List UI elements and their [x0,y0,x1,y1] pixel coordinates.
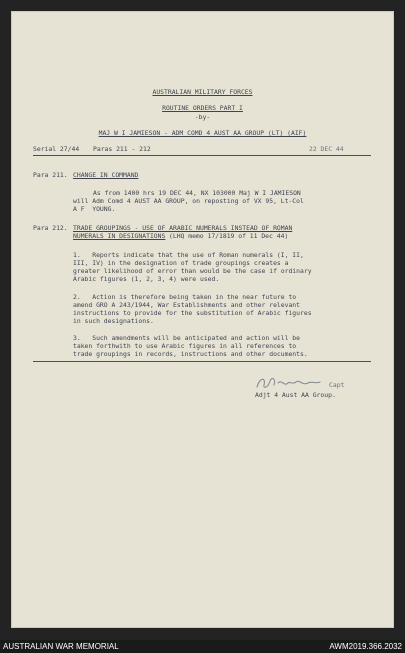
para-212-reference: (LHQ memo 17/1819 of 11 Dec 44) [169,232,289,240]
para-212-item-2-line: amend GRO A 243/1944, War Establishments and other relevant [73,301,301,309]
document-date: 22 DEC 44 [309,145,344,153]
para-212-label: Para 212. [33,224,68,232]
document-by: -by- [194,113,211,121]
para-212-item-3-line: 3. Such amendments will be anticipated and action will be [73,334,301,342]
para-212-item-1-line: III, IV) in the designation of trade groupings creates a [73,259,289,267]
archive-footer [0,640,405,653]
para-211-title: CHANGE IN COMMAND [73,171,139,179]
para-212-item-2-line: instructions to provide for the substitution of Arabic figures [73,309,312,317]
para-211-line: will Adm Comd 4 AUST AA GROUP, on reposting of VX 95, Lt-Col [73,197,304,205]
document-subheading: ROUTINE ORDERS PART I [162,104,243,112]
para-212-item-1-line: Arabic figures (1, 2, 3, 4) were used. [73,275,220,283]
document-heading: AUSTRALIAN MILITARY FORCES [152,88,253,96]
document-issuer: MAJ W I JAMIESON - ADM COMD 4 AUST AA GROUP (LT) (AIF) [98,129,307,137]
paras-range: Paras 211 - 212 [93,145,151,153]
footer-accession-number: AWM2019.366.2032 [329,642,402,651]
para-212-item-3-line: trade groupings in records, instructions and other documents. [73,350,308,358]
para-211-line: A F YOUNG. [73,205,116,213]
handwritten-signature [254,373,324,393]
para-211-label: Para 211. [33,171,68,179]
header-rule [33,155,371,156]
document-page [11,11,394,628]
para-212-title-cont: NUMERALS IN DESIGNATIONS [73,232,166,240]
footer-rule [33,361,371,362]
para-211-line: As from 1400 hrs 19 DEC 44, NX 103000 Maj W I JAMIESON [93,189,301,197]
para-212-item-3-line: taken forthwith to use Arabic figures in all references to [73,342,297,350]
para-212-item-1-line: greater likelihood of error than would be the case if ordinary [73,267,312,275]
serial-number: Serial 27/44 [33,145,80,153]
para-212-item-2-line: 2. Action is therefore being taken in the near future to [73,293,297,301]
para-212-title: TRADE GROUPINGS - USE OF ARABIC NUMERALS INSTEAD OF ROMAN [73,224,293,232]
signature-rank: Capt [329,381,345,389]
signature-appointment: Adjt 4 Aust AA Group. [255,391,336,399]
footer-institution: AUSTRALIAN WAR MEMORIAL [3,642,119,651]
para-212-item-1-line: 1. Reports indicate that the use of Roman numerals (I, II, [73,251,304,259]
para-212-item-2-line: in such designations. [73,317,154,325]
